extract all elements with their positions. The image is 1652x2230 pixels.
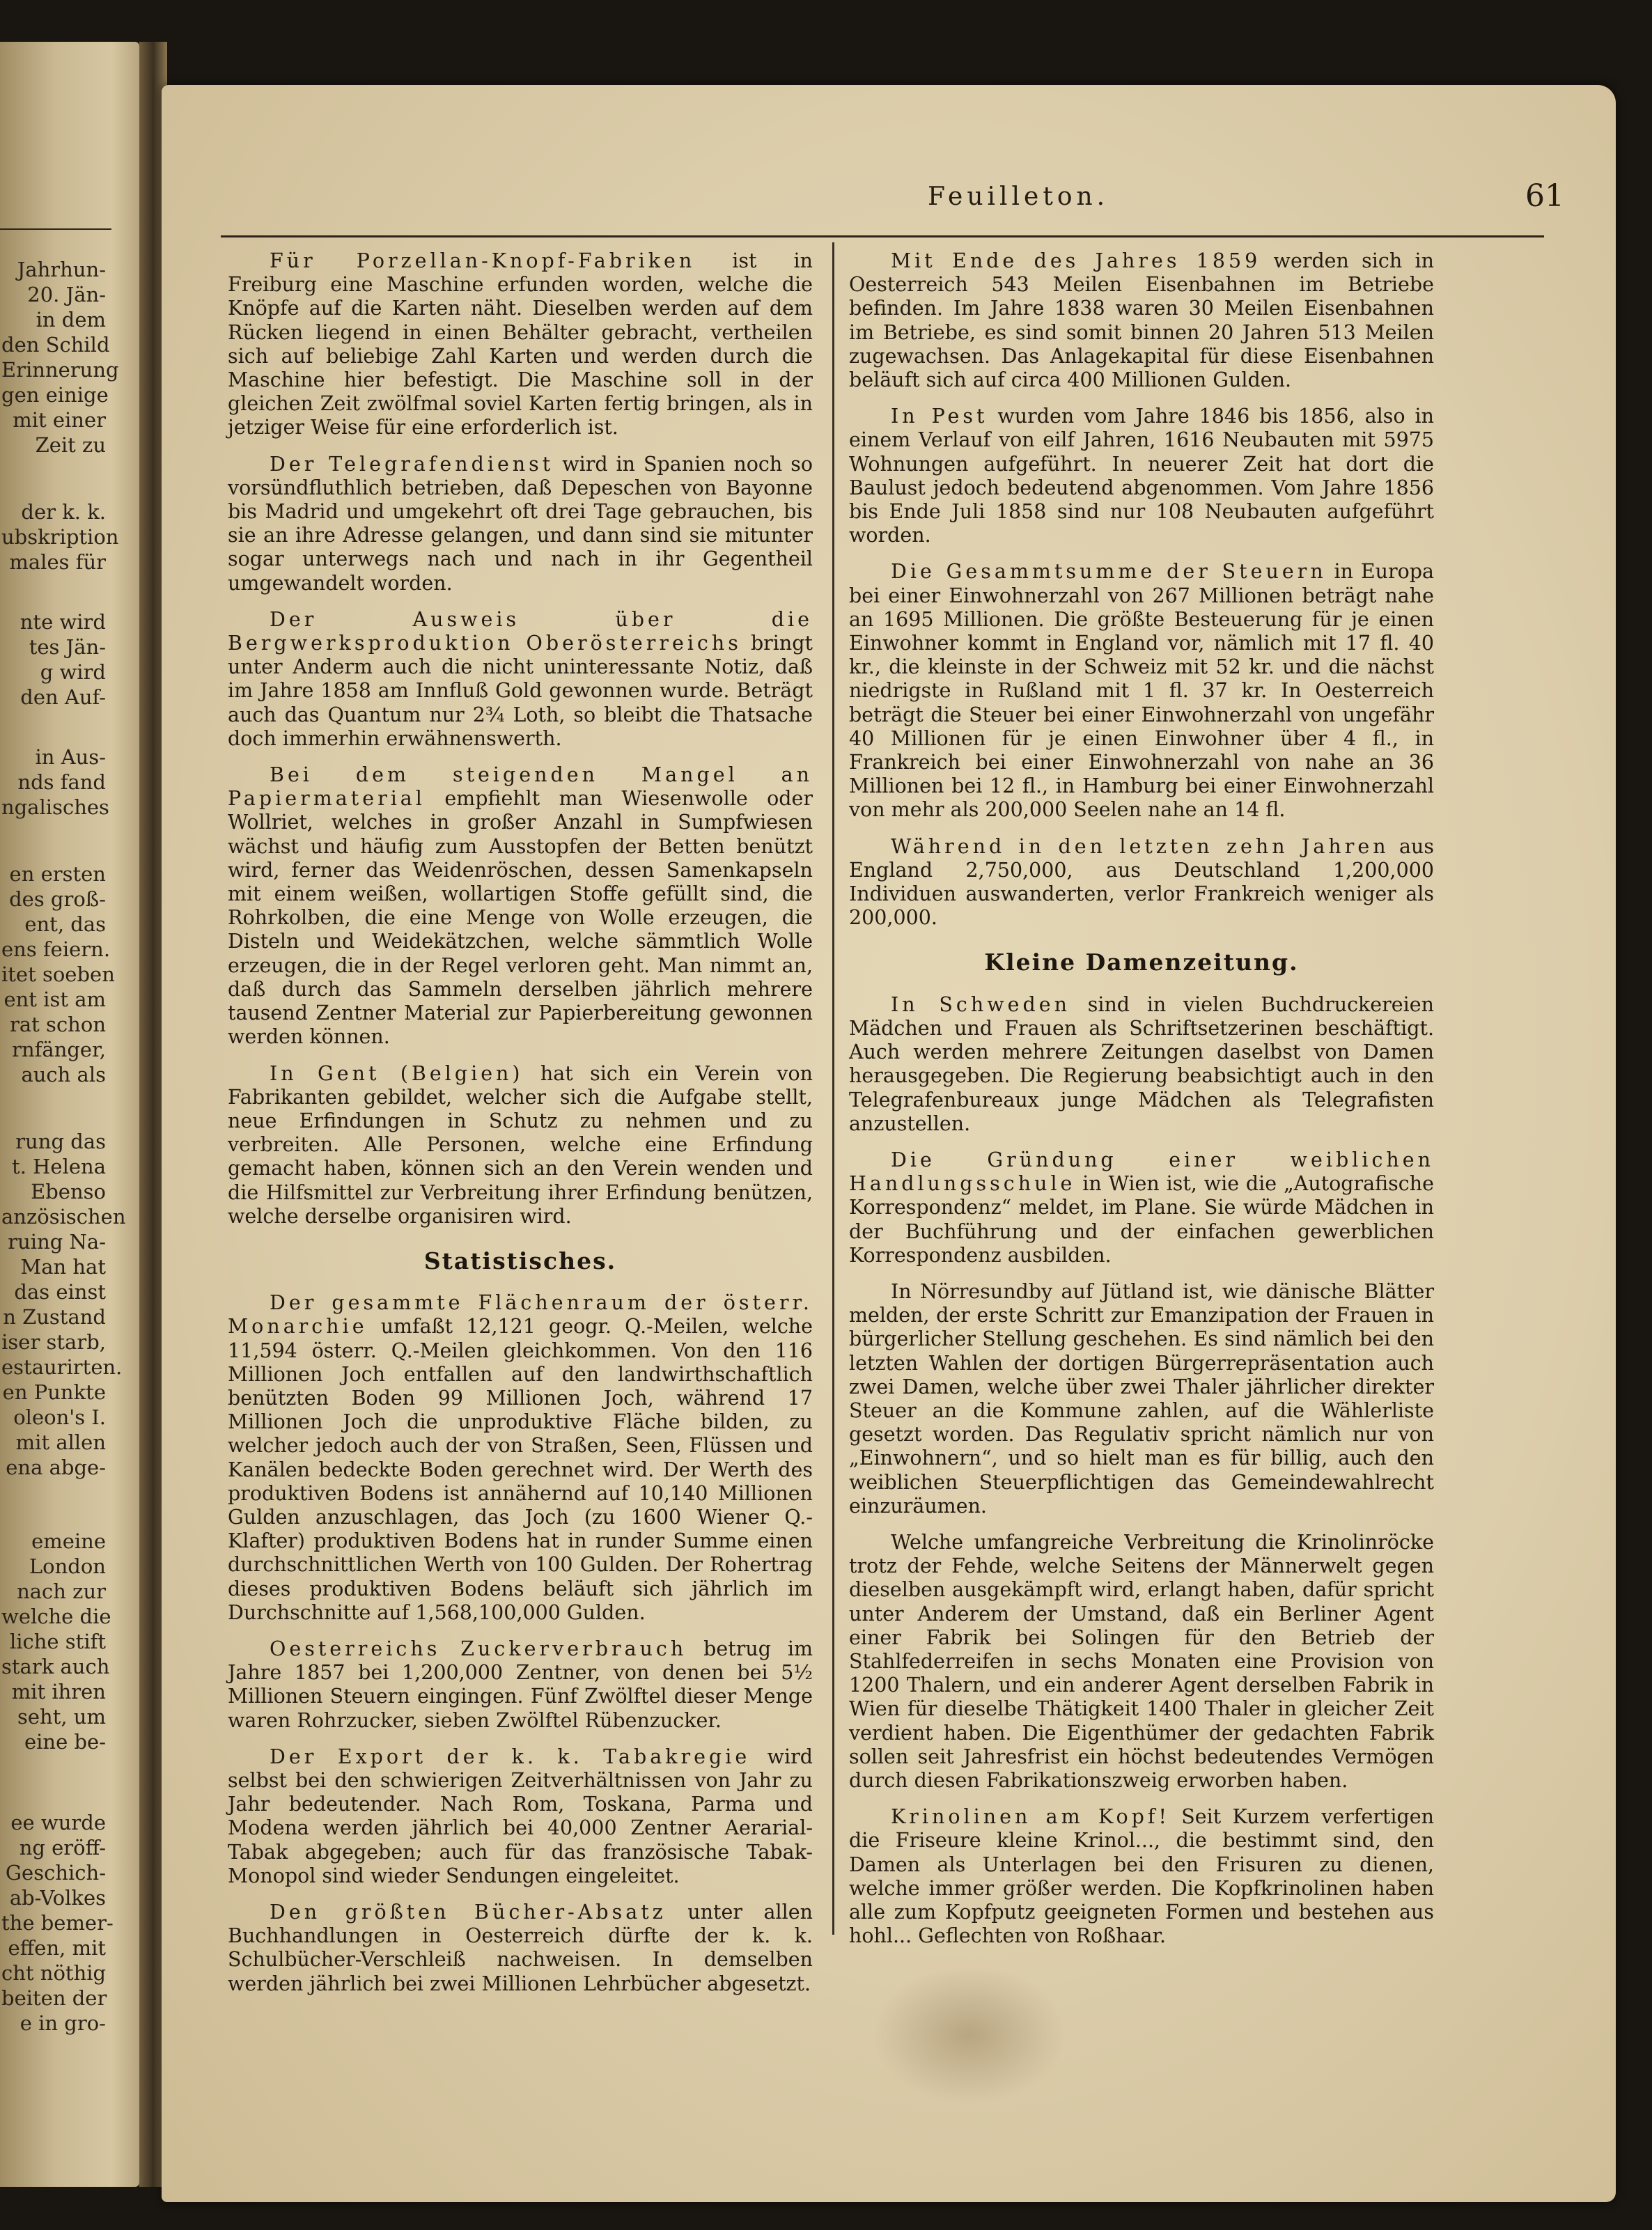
previous-page-fragment: cht nöthig xyxy=(1,1961,107,1985)
article-paragraph xyxy=(849,1280,1434,1518)
previous-page-fragment: den Auf- xyxy=(20,685,106,709)
previous-page-fragment: anzösischen xyxy=(1,1205,126,1229)
previous-page-fragment: effen, mit xyxy=(8,1936,106,1960)
paragraph-text: wird in Spanien noch so vorsündfluthlich betrieben, daß Depeschen von Bayonne bis Madrid und umgekehrt oft drei Tage gebrauchen, bis sie an ihre Adresse gelangen, und dann sind sie mitunter sogar unterwegs nach und nach in ihr Gegentheil umgewandelt worden. xyxy=(228,452,813,595)
previous-page-fragment: ng eröff- xyxy=(19,1836,106,1859)
paragraph-lead: Krinolinen am Kopf! xyxy=(891,1805,1170,1829)
previous-page-fragment: rung das xyxy=(15,1130,106,1153)
paper-stain xyxy=(872,1965,1067,2105)
paragraph-text: sind in vielen Buchdruckereien Mädchen und Frauen als Schriftsetzerinen beschäftigt. Auch werden mehrere Zeitungen daselbst von Damen herausgegeben. Die Regierung beabsichtigt auch in den Telegrafenbureaux junge Mädchen als Telegrafisten anzustellen. xyxy=(849,992,1434,1135)
previous-page-fragment: beiten der xyxy=(1,1986,107,2010)
previous-page-fragment: ent, das xyxy=(24,912,106,936)
previous-page-fragment: Zeit zu xyxy=(35,433,106,457)
paragraph-lead: Der Export der k. k. Tabakregie xyxy=(270,1745,751,1768)
page-number: 61 xyxy=(1525,178,1564,214)
paragraph-text: hat sich ein Verein von Fabrikanten gebildet, welcher sich die Aufgabe stellt, neue Erfindungen in Schutz zu nehmen und zu verbreiten. Alle Personen, welche eine Erfindung gemacht haben, können sich an den Verein wenden und die Hilfsmittel zur Verbreitung ihrer Erfindung benützen, welche derselbe organisiren wird. xyxy=(228,1061,813,1228)
previous-page-fragment: den Schild xyxy=(1,333,110,357)
previous-page-fragment: iser starb, xyxy=(1,1330,106,1354)
paragraph-lead: Die Gesammtsumme der Steuern xyxy=(891,560,1327,584)
paragraph-text: unter allen Buchhandlungen in Oesterreich dürfte der k. k. Schulbücher-Verschleiß nachweisen. In demselben werden jährlich bei zwei Millionen Lehrbücher abgesetzt. xyxy=(228,1901,813,1995)
previous-page-fragment: London xyxy=(29,1554,106,1578)
paragraph-text: betrug im Jahre 1857 bei 1,200,000 Zentner, von denen bei 5½ Millionen Steuern eingingen. Fünf Zwölftel dieser Menge waren Rohrzucker, sieben Zwölftel Rübenzucker. xyxy=(228,1637,813,1732)
article-paragraph xyxy=(228,763,813,1049)
previous-page-fragment: mit einer xyxy=(13,408,106,432)
article-paragraph xyxy=(849,405,1434,547)
article-paragraph xyxy=(849,993,1434,1136)
paragraph-text: bringt unter Anderm auch die nicht uninteressante Notiz, daß im Jahre 1858 am Innfluß Gold gewonnen wurde. Beträgt auch das Quantum nur 2¾ Loth, so bleibt die Thatsache doch immerhin erwähnenswerth. xyxy=(228,632,813,750)
previous-page-fragment: rnfänger, xyxy=(12,1038,106,1061)
previous-page-fragment: nte wird xyxy=(20,610,106,634)
paragraph-text: Seit Kurzem verfertigen die Friseure kleine Krinol..., die bestimmt sind, den Damen als Unterlagen bei den Frisuren zu dienen, welche immer größer werden. Die Kopfkrinolinen haben alle zum Kopfputz geeigneten Formen und bestehen aus hohl... Geflechten von Roßhaar. xyxy=(849,1805,1434,1948)
previous-page-fragment: ent ist am xyxy=(3,988,106,1011)
previous-page-fragment: n Zustand xyxy=(3,1305,106,1329)
previous-page-fragment: g wird xyxy=(40,660,106,684)
paragraph-lead: Mit Ende des Jahres 1859 xyxy=(891,249,1261,272)
previous-page-fragment: nach zur xyxy=(17,1580,106,1603)
article-paragraph xyxy=(849,560,1434,822)
previous-page-fragment: ngalisches xyxy=(1,795,109,819)
previous-page-fragment: in dem xyxy=(36,308,106,332)
paragraph-text: In Nörresundby auf Jütland ist, wie dänische Blätter melden, der erste Schritt zur Emanzipation der Frauen in bürgerlicher Stellung geschehen. Es sind nämlich bei den letzten Wahlen der dortigen Bürgerrepräsentation auch zwei Damen, welche über zwei Thaler jährlicher direkter Steuer an die Kommune zahlen, auf die Wählerliste gesetzt worden. Das Regulativ spricht nämlich nur von „Einwohnern“, und so hielt man es für billig, auch den weiblichen Steuerpflichtigen das Gemeindewahlrecht einzuräumen. xyxy=(849,1279,1434,1518)
previous-page-fragment: mit ihren xyxy=(11,1680,106,1703)
right-column xyxy=(849,249,1434,1960)
previous-page-fragment: 20. Jän- xyxy=(27,283,106,306)
paragraph-lead: In Gent (Belgien) xyxy=(270,1061,524,1085)
paragraph-text: wurden vom Jahre 1846 bis 1856, also in einem Verlauf von eilf Jahren, 1616 Neubauten mit 5975 Wohnungen aufgeführt. In neuerer Zeit hat dort die Baulust jedoch bedeutend abgenommen. Vom Jahre 1856 bis Ende Juli 1858 sind nur 108 Neubauten aufgeführt worden. xyxy=(849,405,1434,547)
paragraph-lead: Oesterreichs Zuckerverbrauch xyxy=(270,1637,687,1660)
previous-page-fragment: mit allen xyxy=(15,1430,106,1454)
page-title: Feuilleton. xyxy=(928,182,1109,211)
paragraph-text: empfiehlt man Wiesenwolle oder Wollriet, welches in großer Anzahl in Sumpfwiesen wächst und häufig zum Ausstopfen der Betten benützt wird, ferner das Weidenröschen, dessen Samenkapseln mit einem weißen, wollartigen Stoffe gefüllt sind, die Rohrkolben, die eine Menge von Wolle erzeugen, die Disteln und Weidekätzchen, welche sämmtlich Wolle erzeugen, die in der Regel verloren geht. Man nimmt an, daß durch das Sammeln derselben jährlich mehrere tausend Zentner Material zur Papierbereitung gewonnen werden können. xyxy=(228,787,813,1049)
article-paragraph xyxy=(849,1805,1434,1948)
paragraph-lead: Die Gründung einer weiblichen Handlungsschule xyxy=(849,1148,1434,1196)
previous-page-fragment: e in gro- xyxy=(20,2011,106,2035)
previous-page-fragment: Geschich- xyxy=(5,1861,106,1885)
previous-page-fragment: oleon's I. xyxy=(13,1405,106,1429)
paragraph-lead: Der Telegrafendienst xyxy=(270,452,554,476)
previous-page-fragment: der k. k. xyxy=(21,500,106,524)
previous-page-fragment: ee wurde xyxy=(10,1811,106,1834)
article-paragraph xyxy=(228,608,813,751)
paragraph-lead: In Pest xyxy=(891,405,988,428)
previous-page-fragment: gen einige xyxy=(1,383,109,407)
previous-page-fragment: en Punkte xyxy=(2,1380,106,1404)
section-heading: Kleine Damenzeitung. xyxy=(984,949,1299,976)
column-divider xyxy=(832,242,834,1935)
previous-page-fragment: emeine xyxy=(31,1529,106,1553)
previous-page-fragment: das einst xyxy=(14,1280,106,1304)
paragraph-text: wird selbst bei den schwierigen Zeitverhältnissen von Jahr zu Jahr bedeutender. Nach Rom, Toskana, Parma und Modena werden jährlich bei 40,000 Zentner Aerarial-Tabak abgegeben; auch für das französische Tabak-Monopol sind wieder Sendungen eingeleitet. xyxy=(228,1745,813,1887)
paragraph-text: in Europa bei einer Einwohnerzahl von 267 Millionen beträgt nahe an 1695 Millionen. Die größte Besteuerung für je einen Einwohner kommt in England vor, nämlich mit 17 fl. 40 kr., die kleinste in der Schweiz mit 52 kr. und die nächst niedrigste in Rußland mit 1 fl. 37 kr. In Oesterreich beträgt die Steuer bei einer Einwohnerzahl von ungefähr 40 Millionen für je einen Einwohner über 4 fl., in Frankreich bei einer Einwohnerzahl von nahe an 36 Millionen bei 12 fl., in Hamburg bei einer Einwohnerzahl von mehr als 200,000 Seelen nahe an 14 fl. xyxy=(849,560,1434,822)
previous-page-fragment: seht, um xyxy=(17,1705,106,1729)
article-paragraph xyxy=(228,1062,813,1229)
previous-page-fragment: ab-Volkes xyxy=(9,1886,106,1910)
article-paragraph xyxy=(228,1291,813,1625)
previous-page-fragment: Ebenso xyxy=(31,1180,106,1203)
previous-page-fragment: liche stift xyxy=(9,1630,106,1653)
paragraph-text: werden sich in Oesterreich 543 Meilen Eisenbahnen im Betriebe befinden. Im Jahre 1838 waren 30 Meilen Eisenbahnen im Betriebe, es sind somit binnen 20 Jahren 513 Meilen zugewachsen. Das Anlagekapital für diese Eisenbahnen beläuft sich auf circa 400 Millionen Gulden. xyxy=(849,249,1434,392)
article-paragraph xyxy=(228,453,813,595)
paragraph-lead: In Schweden xyxy=(891,992,1070,1016)
article-paragraph xyxy=(228,1745,813,1888)
previous-page-fragment: en ersten xyxy=(9,862,106,886)
paragraph-lead: Der Ausweis über die Bergwerksproduktion Oberösterreichs xyxy=(228,607,813,655)
article-paragraph xyxy=(849,1531,1434,1793)
previous-page-fragment: nds fand xyxy=(17,770,106,794)
previous-page-fragment: auch als xyxy=(21,1063,106,1086)
page xyxy=(162,85,1616,2202)
previous-page-edge xyxy=(0,42,139,2187)
section-heading: Statistisches. xyxy=(423,1247,617,1274)
previous-page-fragment: tes Jän- xyxy=(29,635,106,659)
previous-page-fragment: estaurirten. xyxy=(1,1355,123,1379)
article-paragraph xyxy=(228,1901,813,1996)
paragraph-text: aus England 2,750,000, aus Deutschland 1,200,000 Individuen auswanderten, verlor Frankreich weniger als 200,000. xyxy=(849,834,1434,930)
previous-page-fragment: ubskription xyxy=(1,525,119,549)
paragraph-text: ist in Freiburg eine Maschine erfunden worden, welche die Knöpfe auf die Karten näht. Dieselben werden auf dem Rücken liegend in einen Behälter gebracht, vertheilen sich auf beliebige Zahl Karten und werden durch die Maschine hier befestigt. Die Maschine soll in der gleichen Zeit zwölfmal soviel Karten fertig bringen, als in jetziger Weise für eine erforderlich ist. xyxy=(228,249,813,439)
article-paragraph xyxy=(228,1637,813,1733)
previous-page-fragment: ens feiern. xyxy=(1,937,111,961)
paragraph-text: umfaßt 12,121 geogr. Q.-Meilen, welche 11,594 österr. Q.-Meilen gleichkommen. Von den 116 Millionen Joch entfallen auf den landwirthschaftlich benützten Boden 99 Millionen Joch, während 17 Millionen Joch die unproduktive Fläche bilden, zu welcher jedoch auch der von Straßen, Seen, Flüssen und Kanälen bedeckte Boden gerechnet wird. Der Werth des produktiven Bodens ist annähernd auf 10,140 Millionen Gulden anzuschlagen, das Joch (zu 1600 Wiener Q.-Klafter) produktiven Bodens hat in runder Summe einen durchschnittlichen Werth von 100 Gulden. Der Rohertrag dieses produktiven Bodens beläuft sich jährlich im Durchschnitte auf 1,568,100,000 Gulden. xyxy=(228,1315,813,1624)
previous-page-fragment: eine be- xyxy=(24,1730,106,1754)
header-rule xyxy=(221,235,1544,237)
paragraph-lead: Für Porzellan-Knopf-Fabriken xyxy=(270,249,696,272)
previous-page-header-rule xyxy=(0,228,111,230)
paragraph-text: Welche umfangreiche Verbreitung die Krinolinröcke trotz der Fehde, welche Seitens der Männerwelt gegen dieselben ausgekämpft wird, erlangt haben, dafür spricht unter Anderem der Umstand, daß ein Berliner Agent einer Fabrik bei Solingen für den Betrieb der Stahlfederreifen in sechs Monaten eine Provision von 1200 Thalern, und ein anderer Agent derselben Fabrik in Wien für dieselbe Thätigkeit 1400 Thaler in gleicher Zeit verdient haben. Die Eigenthümer der gedachten Fabrik sollen seit Jahresfrist ein höchst bedeutendes Vermögen durch diesen Fabrikationszweig erworben haben. xyxy=(849,1530,1434,1792)
previous-page-fragment: ruing Na- xyxy=(8,1230,106,1254)
previous-page-fragment: rat schon xyxy=(10,1013,106,1036)
paragraph-lead: Den größten Bücher-Absatz xyxy=(270,1901,667,1924)
paragraph-lead: Der gesammte Flächenraum der österr. Monarchie xyxy=(228,1291,813,1339)
article-paragraph xyxy=(849,1148,1434,1268)
previous-page-fragment: itet soeben xyxy=(1,962,115,986)
previous-page-fragment: t. Helena xyxy=(12,1155,106,1178)
page-header xyxy=(162,178,1616,224)
previous-page-fragment: welche die xyxy=(1,1605,111,1628)
previous-page-fragment: des groß- xyxy=(9,887,106,911)
article-paragraph xyxy=(228,249,813,440)
previous-page-fragment: stark auch xyxy=(1,1655,110,1678)
paragraph-lead: Während in den letzten zehn Jahren xyxy=(891,834,1389,858)
paragraph-text: in Wien ist, wie die „Autografische Korrespondenz“ meldet, im Plane. Sie würde Mädchen in der Buchführung und der einfachen gewerblichen Korrespondenz ausbilden. xyxy=(849,1172,1434,1267)
previous-page-fragment: Man hat xyxy=(20,1255,106,1279)
previous-page-fragment: males für xyxy=(9,550,106,574)
article-paragraph xyxy=(849,249,1434,392)
previous-page-fragment: in Aus- xyxy=(35,745,106,769)
previous-page-fragment: the bemer- xyxy=(1,1911,114,1935)
previous-page-fragment: Jahrhun- xyxy=(17,258,106,281)
left-column xyxy=(228,249,813,2009)
article-paragraph xyxy=(849,835,1434,930)
previous-page-fragment: Erinnerung xyxy=(1,358,119,382)
paragraph-lead: Bei dem steigenden Mangel an Papiermaterial xyxy=(228,763,813,811)
previous-page-fragment: ena abge- xyxy=(6,1456,106,1479)
